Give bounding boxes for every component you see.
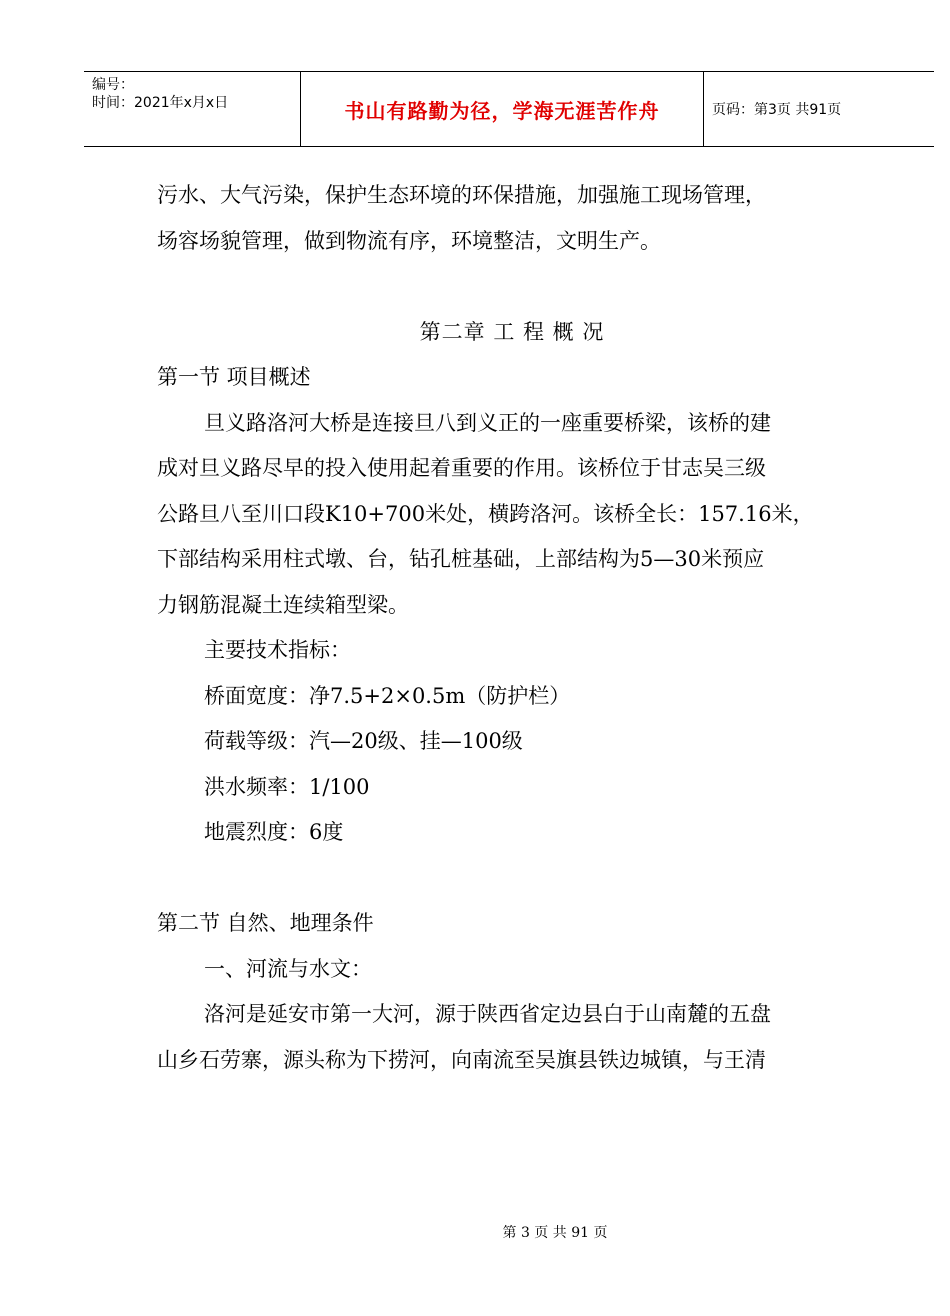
header-page-info: 页码：第3页 共91页 [712, 102, 842, 118]
tech-item: 洪水频率：1/100 [204, 774, 370, 799]
tech-title: 主要技术指标： [204, 638, 351, 662]
section-title: 第一节 项目概述 [157, 365, 311, 389]
header-meta [84, 72, 301, 146]
body-line: 洛河是延安市第一大河，源于陕西省定边县白于山南麓的五盘 [204, 1002, 771, 1026]
tech-item: 荷载等级：汽—20级、挂—100级 [204, 729, 523, 753]
body-line: 山乡石劳寨，源头称为下捞河，向南流至吴旗县铁边城镇，与王清 [157, 1047, 766, 1072]
body-line: 场容场貌管理，做到物流有序，环境整洁，文明生产。 [157, 228, 661, 253]
body-line: 旦义路洛河大桥是连接旦八到义正的一座重要桥梁，该桥的建 [204, 410, 771, 435]
body-line: 力钢筋混凝土连续箱型梁。 [157, 592, 409, 617]
body-line: 成对旦义路尽早的投入使用起着重要的作用。该桥位于甘志吴三级 [157, 456, 766, 480]
document-number-label: 编号： [92, 77, 134, 93]
document-body [157, 173, 867, 1083]
chapter-title: 第二章 工 程 概 况 [419, 319, 605, 344]
body-line: 污水、大气污染，保护生态环境的环保措施，加强施工现场管理， [157, 183, 766, 207]
page-header [84, 71, 934, 147]
page-footer: 第 3 页 共 91 页 [502, 1225, 608, 1241]
body-line: 下部结构采用柱式墩、台，钻孔桩基础，上部结构为5—30米预应 [157, 547, 765, 571]
document-time-label: 时间：2021年x月x日 [92, 95, 229, 111]
spacer [157, 264, 867, 310]
header-motto: 书山有路勤为径，学海无涯苦作舟 [344, 98, 660, 123]
tech-item: 地震烈度：6度 [204, 820, 344, 844]
tech-item: 桥面宽度：净7.5+2×0.5m（防护栏） [204, 683, 571, 708]
header-motto-cell [301, 72, 704, 146]
spacer [157, 856, 867, 902]
subsection-title: 一、河流与水文： [204, 956, 372, 981]
body-line: 公路旦八至川口段K10+700米处，横跨洛河。该桥全长：157.16米， [157, 501, 814, 526]
section-title: 第二节 自然、地理条件 [157, 911, 374, 935]
